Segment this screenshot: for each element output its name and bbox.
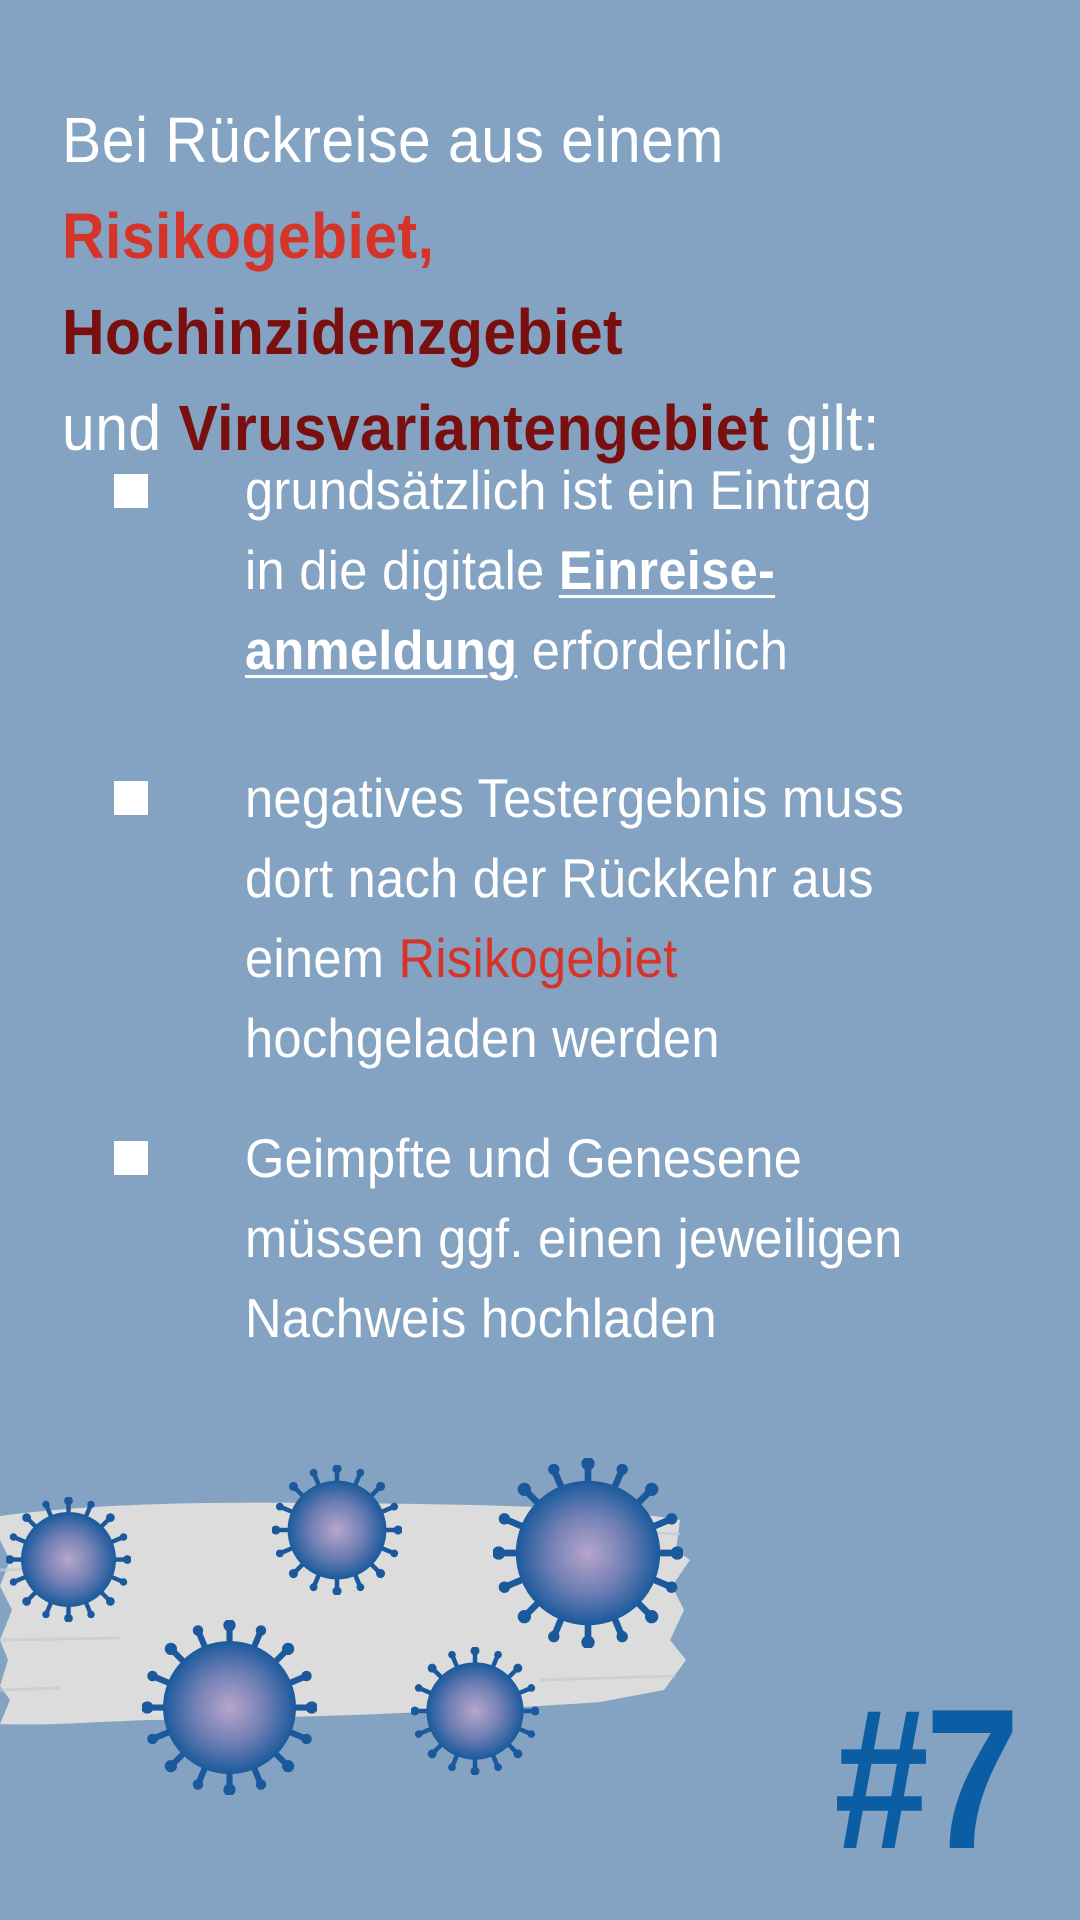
bullet-square-1 [114,474,148,508]
bullet-1-line3-suffix: erforderlich [531,619,789,681]
slide-number: #7 [833,1668,1016,1891]
virus-icon [272,1465,402,1595]
bullet-square-3 [114,1141,148,1175]
headline-line3-suffix: gilt: [785,392,880,464]
headline-risk-area: Risikogebiet, [62,200,435,272]
bullet-item-3 [245,1118,972,1358]
bullet-item-2 [245,758,972,1078]
bullet-2-line4: hochgeladen werden [245,1007,720,1069]
headline-high-incidence-area: Hochinzidenzgebiet [62,296,624,368]
headline [62,92,982,476]
bullet-2-line3-prefix: einem [245,927,385,989]
virus-icon [493,1458,683,1648]
bullet-2-line1: negatives Testergebnis muss [245,767,905,829]
virus-icon [411,1647,539,1775]
bullet-3-line1: Geimpfte und Genesene [245,1127,803,1189]
bullet-3-line3: Nachweis hochladen [245,1287,717,1349]
bullet-1-line1: grundsätzlich ist ein Eintrag [245,459,872,521]
bullet-item-1 [245,450,972,690]
bullet-1-line2-prefix: in die digitale [245,539,545,601]
headline-line3-prefix: und [62,392,162,464]
einreiseanmeldung-link-part2[interactable]: anmeldung [245,619,518,681]
bullet-square-2 [114,781,148,815]
bullet-2-risk-area: Risikogebiet [398,927,678,989]
bullet-2-line2: dort nach der Rückkehr aus [245,847,874,909]
headline-line1: Bei Rückreise aus einem [62,104,724,176]
einreiseanmeldung-link-part1[interactable]: Einreise- [558,539,776,601]
virus-icon [6,1497,131,1622]
bullet-3-line2: müssen ggf. einen jeweiligen [245,1207,903,1269]
virus-icon [142,1620,317,1795]
headline-variant-area: Virusvariantengebiet [178,392,770,464]
